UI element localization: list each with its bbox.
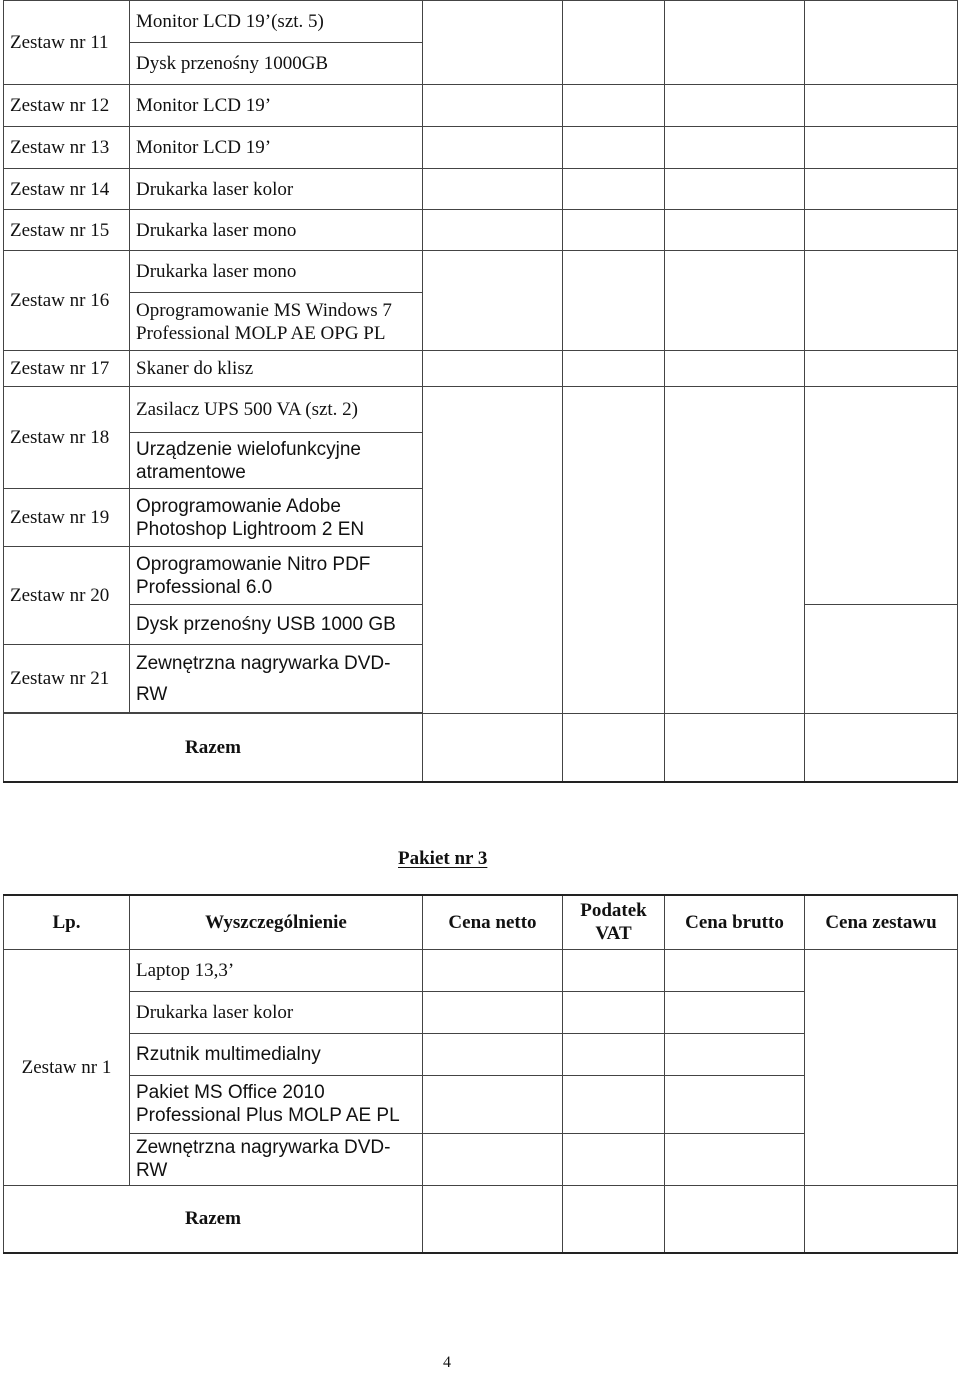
gross-price-cell[interactable] <box>665 169 805 210</box>
set-price-cell[interactable] <box>805 387 958 605</box>
gross-price-cell[interactable] <box>665 1 805 85</box>
set-label: Zestaw nr 14 <box>4 169 130 210</box>
total-set-cell[interactable] <box>805 1185 958 1253</box>
set-label: Zestaw nr 11 <box>4 1 130 85</box>
net-price-cell[interactable] <box>423 1033 563 1075</box>
gross-price-cell[interactable] <box>665 85 805 127</box>
net-price-cell[interactable] <box>423 1 563 85</box>
item-description: Monitor LCD 19’ <box>130 85 423 127</box>
vat-cell[interactable] <box>563 127 665 169</box>
net-price-cell[interactable] <box>423 127 563 169</box>
set-label: Zestaw nr 1 <box>4 949 130 1185</box>
item-description: Zewnętrzna nagrywarka DVD-RW <box>130 1133 423 1185</box>
equipment-table-continued <box>3 0 958 783</box>
item-description: Drukarka laser kolor <box>130 991 423 1033</box>
total-row <box>4 1185 958 1253</box>
item-description: Monitor LCD 19’(szt. 5) <box>130 1 423 43</box>
set-label: Zestaw nr 18 <box>4 387 130 489</box>
gross-price-cell[interactable] <box>665 251 805 351</box>
vat-cell[interactable] <box>563 949 665 991</box>
net-price-cell[interactable] <box>423 991 563 1033</box>
gross-price-cell[interactable] <box>665 387 805 714</box>
gross-price-cell[interactable] <box>665 1033 805 1075</box>
table-row <box>4 1 958 43</box>
item-description: Dysk przenośny USB 1000 GB <box>130 605 423 645</box>
set-label: Zestaw nr 21 <box>4 645 130 713</box>
item-description: Drukarka laser mono <box>130 210 423 251</box>
set-price-cell[interactable] <box>805 605 958 714</box>
set-label: Zestaw nr 20 <box>4 547 130 645</box>
set-price-cell[interactable] <box>805 210 958 251</box>
gross-price-cell[interactable] <box>665 1133 805 1185</box>
item-description: Zasilacz UPS 500 VA (szt. 2) <box>130 387 423 433</box>
set-label: Zestaw nr 17 <box>4 351 130 387</box>
set-price-cell[interactable] <box>805 351 958 387</box>
net-price-cell[interactable] <box>423 210 563 251</box>
net-price-cell[interactable] <box>423 1075 563 1133</box>
item-description: Laptop 13,3’ <box>130 949 423 991</box>
item-description: Monitor LCD 19’ <box>130 127 423 169</box>
set-label: Zestaw nr 12 <box>4 85 130 127</box>
net-price-cell[interactable] <box>423 169 563 210</box>
table-header-row <box>4 895 958 949</box>
total-net-cell[interactable] <box>423 1185 563 1253</box>
item-description: Pakiet MS Office 2010 Professional Plus MOLP AE PL <box>130 1075 423 1133</box>
vat-cell[interactable] <box>563 351 665 387</box>
header-gross-price: Cena brutto <box>665 895 805 949</box>
set-price-cell[interactable] <box>805 949 958 1185</box>
header-net-price: Cena netto <box>423 895 563 949</box>
gross-price-cell[interactable] <box>665 1075 805 1133</box>
table-row <box>4 949 958 991</box>
total-set-cell[interactable] <box>805 714 958 782</box>
vat-cell[interactable] <box>563 1133 665 1185</box>
item-description: Drukarka laser kolor <box>130 169 423 210</box>
net-price-cell[interactable] <box>423 351 563 387</box>
table-row <box>4 387 958 433</box>
set-price-cell[interactable] <box>805 127 958 169</box>
table-row <box>4 85 958 127</box>
net-price-cell[interactable] <box>423 85 563 127</box>
item-description: Oprogramowanie Nitro PDF Professional 6.0 <box>130 547 423 605</box>
item-description: Oprogramowanie Adobe Photoshop Lightroom 2 EN <box>130 489 423 547</box>
set-price-cell[interactable] <box>805 251 958 351</box>
set-label: Zestaw nr 15 <box>4 210 130 251</box>
item-description: Skaner do klisz <box>130 351 423 387</box>
item-description: Rzutnik multimedialny <box>130 1033 423 1075</box>
section-title: Pakiet nr 3 <box>398 848 488 869</box>
total-gross-cell[interactable] <box>665 1185 805 1253</box>
item-description: Oprogramowanie MS Windows 7 Professional MOLP AE OPG PL <box>130 293 423 351</box>
set-label: Zestaw nr 13 <box>4 127 130 169</box>
vat-cell[interactable] <box>563 1033 665 1075</box>
total-vat-cell[interactable] <box>563 1185 665 1253</box>
total-gross-cell[interactable] <box>665 714 805 782</box>
net-price-cell[interactable] <box>423 251 563 351</box>
gross-price-cell[interactable] <box>665 949 805 991</box>
vat-cell[interactable] <box>563 85 665 127</box>
total-row <box>4 714 958 782</box>
table-row <box>4 210 958 251</box>
gross-price-cell[interactable] <box>665 351 805 387</box>
vat-cell[interactable] <box>563 210 665 251</box>
item-description: Zewnętrzna nagrywarka DVD-RW <box>130 645 423 713</box>
header-set-price: Cena zestawu <box>805 895 958 949</box>
item-description: Urządzenie wielofunkcyjne atramentowe <box>130 433 423 489</box>
header-description: Wyszczególnienie <box>130 895 423 949</box>
vat-cell[interactable] <box>563 169 665 210</box>
set-price-cell[interactable] <box>805 85 958 127</box>
set-label: Zestaw nr 16 <box>4 251 130 351</box>
item-description: Drukarka laser mono <box>130 251 423 293</box>
vat-cell[interactable] <box>563 387 665 714</box>
table-row <box>4 127 958 169</box>
total-net-cell[interactable] <box>423 714 563 782</box>
total-label: Razem <box>4 714 423 782</box>
gross-price-cell[interactable] <box>665 127 805 169</box>
vat-cell[interactable] <box>563 251 665 351</box>
gross-price-cell[interactable] <box>665 210 805 251</box>
net-price-cell[interactable] <box>423 387 563 714</box>
net-price-cell[interactable] <box>423 1133 563 1185</box>
set-label: Zestaw nr 19 <box>4 489 130 547</box>
total-vat-cell[interactable] <box>563 714 665 782</box>
gross-price-cell[interactable] <box>665 991 805 1033</box>
vat-cell[interactable] <box>563 991 665 1033</box>
set-price-cell[interactable] <box>805 169 958 210</box>
table-row <box>4 251 958 293</box>
net-price-cell[interactable] <box>423 949 563 991</box>
header-lp: Lp. <box>4 895 130 949</box>
total-label: Razem <box>4 1185 423 1253</box>
vat-cell[interactable] <box>563 1 665 85</box>
set-price-cell[interactable] <box>805 1 958 85</box>
table-row <box>4 351 958 387</box>
package-3-table <box>3 894 958 1254</box>
item-description: Dysk przenośny 1000GB <box>130 43 423 85</box>
page-number: 4 <box>443 1354 451 1371</box>
header-vat: Podatek VAT <box>563 895 665 949</box>
table-row <box>4 169 958 210</box>
vat-cell[interactable] <box>563 1075 665 1133</box>
